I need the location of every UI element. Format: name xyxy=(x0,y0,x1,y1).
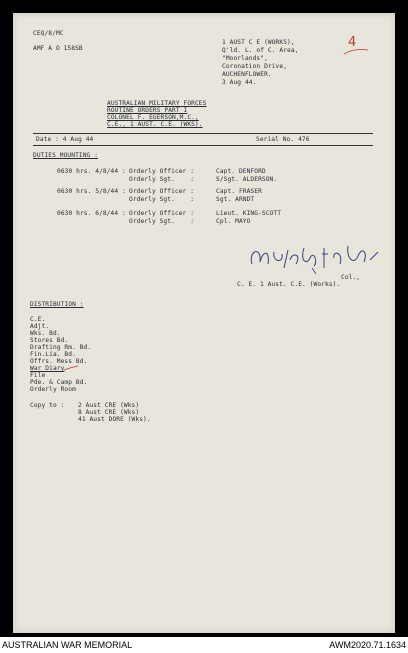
duty-time: 0630 hrs. 6/8/44 : xyxy=(57,210,126,217)
pencil-mark-text: 4 xyxy=(348,35,357,50)
copy-item: 8 Aust CRE (Wks) xyxy=(78,409,140,416)
pencil-annotation xyxy=(342,30,372,60)
address-line: "Moorlands", xyxy=(222,55,268,62)
duty-name: Lieut. KING-SCOTT xyxy=(216,210,282,217)
address-line: Q'ld. L. of C. Area, xyxy=(222,47,299,54)
duty-role: Orderly Sgt. : xyxy=(129,196,195,203)
duty-name: Capt. DENFORD xyxy=(216,168,266,175)
duty-name: Sgt. ARNDT xyxy=(216,196,255,203)
distribution-item: Adjt. xyxy=(30,323,50,330)
address-line: 1 AUST C E (WORKS), xyxy=(222,39,295,46)
distribution-item: Fin.Lia. Bd. xyxy=(30,351,76,358)
address-line: Coronation Drive, xyxy=(222,63,288,70)
reference-code: CEQ/8/MC xyxy=(33,30,64,37)
divider xyxy=(33,145,373,146)
signature-rank: Col., xyxy=(341,274,361,281)
duty-role: Orderly Officer : xyxy=(129,188,195,195)
distribution-item: C.E. xyxy=(30,316,46,323)
serial-number: Serial No. 476 xyxy=(256,136,310,143)
title-line: AUSTRALIAN MILITARY FORCES xyxy=(107,100,207,107)
distribution-item: Stores Bd. xyxy=(30,337,69,344)
divider xyxy=(33,133,373,134)
title-line: ROUTINE ORDERS PART I xyxy=(107,107,188,114)
reference-code-2: AMF A O 158SB xyxy=(33,45,83,52)
duty-role: Orderly Sgt. : xyxy=(129,218,195,225)
copy-item: 2 Aust CRE (Wks) xyxy=(78,402,140,409)
address-date: 3 Aug 44. xyxy=(222,79,257,86)
title-line: C.E., 1 AUST. C.E. (WKS). xyxy=(107,121,203,128)
order-date: Date : 4 Aug 44 xyxy=(36,136,94,143)
distribution-heading: DISTRIBUTION : xyxy=(30,301,84,308)
copy-item: 41 Aust DORE (Wks). xyxy=(78,416,151,423)
address-line: AUCHENFLOWER. xyxy=(222,71,272,78)
footer-institution: AUSTRALIAN WAR MEMORIAL xyxy=(2,640,133,650)
footer-accession: AWM2020.71.1634 xyxy=(329,640,406,650)
duty-name: Capt. FRASER xyxy=(216,188,262,195)
distribution-item: War Diary xyxy=(30,365,65,372)
signature xyxy=(244,240,384,276)
distribution-item: Drafting Rm. Bd. xyxy=(30,344,92,351)
pencil-tick xyxy=(62,364,82,374)
duty-name: S/Sgt. ALDERSON. xyxy=(216,176,278,183)
duty-role: Orderly Sgt. : xyxy=(129,176,195,183)
duties-heading: DUTIES MOUNTING : xyxy=(33,152,99,159)
footer-bar xyxy=(0,637,408,653)
duty-time: 0630 hrs. 5/8/44 : xyxy=(57,188,126,195)
distribution-item: Pde. & Camp Bd. xyxy=(30,379,88,386)
distribution-item: Orderly Room xyxy=(30,386,76,393)
duty-role: Orderly Officer : xyxy=(129,168,195,175)
distribution-item: Wks. Bd. xyxy=(30,330,61,337)
signature-title: C. E. 1 Aust. C.E. (Works). xyxy=(237,281,341,288)
copy-label: Copy to : xyxy=(30,402,65,409)
duty-name: Cpl. MAYO xyxy=(216,218,251,225)
title-line: COLONEL F. EGERSON,M.C., xyxy=(107,114,199,121)
duty-role: Orderly Officer : xyxy=(129,210,195,217)
distribution-item: File xyxy=(30,372,46,379)
duty-time: 0630 hrs. 4/8/44 : xyxy=(57,168,126,175)
distribution-item: Offrs. Mess Bd. xyxy=(30,358,88,365)
